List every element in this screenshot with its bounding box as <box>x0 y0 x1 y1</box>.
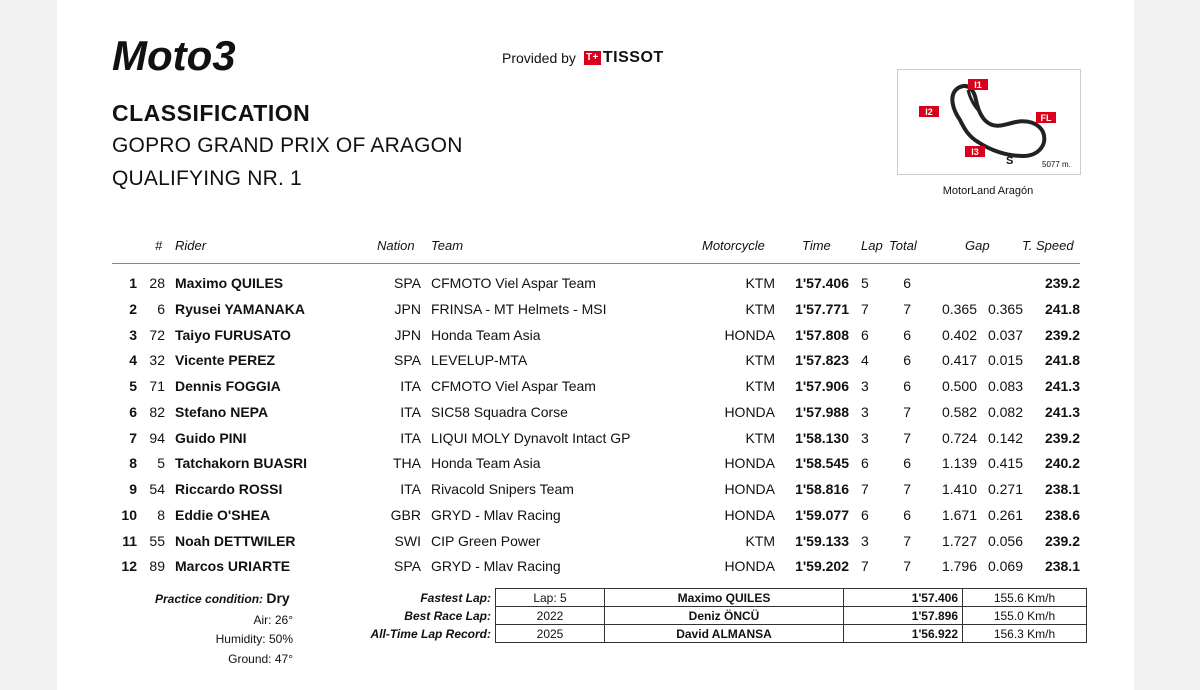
total-laps: 7 <box>903 300 911 317</box>
col-motorcycle: Motorcycle <box>702 238 765 253</box>
team: LIQUI MOLY Dynavolt Intact GP <box>431 429 631 446</box>
svg-text:Moto3: Moto3 <box>112 34 236 78</box>
event-name: GOPRO GRAND PRIX OF ARAGON <box>112 134 463 157</box>
table-row <box>57 324 1134 350</box>
gap-previous: 0.069 <box>987 558 1023 575</box>
position: 5 <box>129 378 137 394</box>
motorcycle: KTM <box>745 300 775 317</box>
record-label: Best Race Lap: <box>404 608 491 623</box>
position: 1 <box>129 275 137 291</box>
position: 2 <box>129 300 137 317</box>
motorcycle: KTM <box>745 429 775 446</box>
record-speed: 156.3 Km/h <box>963 625 1087 643</box>
gap-previous: 0.082 <box>987 403 1023 420</box>
best-lap: 7 <box>861 558 869 575</box>
team: Honda Team Asia <box>431 455 541 472</box>
position: 9 <box>129 481 137 497</box>
lap-time: 1'57.771 <box>795 300 849 317</box>
best-lap: 4 <box>861 352 869 369</box>
col-speed: T. Speed <box>1022 238 1074 253</box>
position: 8 <box>129 455 137 472</box>
team: GRYD - Mlav Racing <box>431 506 561 523</box>
top-speed: 239.2 <box>1044 326 1080 343</box>
rider-name: Tatchakorn BUASRI <box>175 455 307 472</box>
table-row <box>57 427 1134 453</box>
record-ref: 2025 <box>496 625 605 643</box>
position: 10 <box>121 506 137 523</box>
rider-name: Riccardo ROSSI <box>175 481 283 497</box>
gap-previous: 0.015 <box>987 352 1023 369</box>
position: 11 <box>122 532 137 549</box>
rider-number: 8 <box>157 506 165 523</box>
lap-time: 1'57.406 <box>795 275 849 291</box>
record-row <box>357 589 1087 607</box>
rider-number: 6 <box>157 300 165 317</box>
motorcycle: HONDA <box>724 481 775 497</box>
motorcycle: HONDA <box>724 455 775 472</box>
track-name: MotorLand Aragón <box>942 185 1034 197</box>
total-laps: 6 <box>903 378 911 394</box>
lap-time: 1'57.988 <box>795 403 849 420</box>
total-laps: 6 <box>903 352 911 369</box>
lap-time: 1'57.906 <box>795 378 849 394</box>
total-laps: 7 <box>903 532 911 549</box>
gap-previous: 0.037 <box>987 326 1023 343</box>
table-header <box>57 238 1134 258</box>
record-row <box>357 607 1087 625</box>
rider-number: 71 <box>149 378 165 394</box>
position: 12 <box>121 558 137 575</box>
rider-number: 55 <box>149 532 165 549</box>
lap-time: 1'59.077 <box>795 506 849 523</box>
record-time: 1'56.922 <box>844 625 963 643</box>
nation: SWI <box>394 532 421 549</box>
rider-number: 5 <box>157 455 165 472</box>
table-row <box>57 530 1134 556</box>
gap-first: 0.582 <box>941 403 977 420</box>
position: 7 <box>129 429 137 446</box>
lap-time: 1'57.808 <box>795 326 849 343</box>
rider-name: Ryusei YAMANAKA <box>175 300 305 317</box>
motorcycle: KTM <box>745 352 775 369</box>
nation: SPA <box>394 275 421 291</box>
rider-number: 94 <box>149 429 165 446</box>
team: CFMOTO Viel Aspar Team <box>431 378 596 394</box>
nation: ITA <box>400 403 421 420</box>
record-ref: 2022 <box>496 607 605 625</box>
practice-condition-label: Practice condition: <box>155 592 264 606</box>
lap-time: 1'58.130 <box>795 429 849 446</box>
nation: SPA <box>394 558 421 575</box>
team: Rivacold Snipers Team <box>431 481 574 497</box>
record-row <box>357 625 1087 643</box>
top-speed: 241.8 <box>1044 352 1080 369</box>
rider-number: 89 <box>149 558 165 575</box>
best-lap: 7 <box>861 300 869 317</box>
top-speed: 241.3 <box>1044 378 1080 394</box>
position: 6 <box>129 403 137 420</box>
practice-condition <box>155 590 290 606</box>
session-name: QUALIFYING NR. 1 <box>112 167 302 190</box>
motorcycle: HONDA <box>724 506 775 523</box>
sponsor-name: TISSOT <box>602 49 664 66</box>
practice-condition-value: Dry <box>266 590 290 606</box>
nation: JPN <box>394 300 421 317</box>
gap-first: 0.365 <box>941 300 977 317</box>
top-speed: 238.6 <box>1044 506 1080 523</box>
rider-name: Marcos URIARTE <box>175 558 291 575</box>
record-time: 1'57.896 <box>844 607 963 625</box>
col-time: Time <box>802 238 831 253</box>
gap-first: 0.417 <box>941 352 977 369</box>
table-row <box>57 375 1134 401</box>
top-speed: 241.8 <box>1044 300 1080 317</box>
position: 4 <box>129 352 137 369</box>
table-row <box>57 478 1134 504</box>
total-laps: 6 <box>903 326 911 343</box>
col-total: Total <box>889 238 917 253</box>
best-lap: 6 <box>861 326 869 343</box>
gap-first: 0.500 <box>941 378 977 394</box>
lap-records <box>357 588 1087 643</box>
gap-previous: 0.142 <box>987 429 1023 446</box>
motorcycle: KTM <box>745 275 775 291</box>
total-laps: 7 <box>903 429 911 446</box>
nation: GBR <box>390 506 421 523</box>
col-num: # <box>155 238 163 253</box>
best-lap: 3 <box>861 429 869 446</box>
rider-name: Maximo QUILES <box>175 275 284 291</box>
air-temp: Air: 26° <box>253 613 293 627</box>
gap-previous: 0.261 <box>987 506 1023 523</box>
humidity: Humidity: 50% <box>215 632 293 646</box>
rider-number: 28 <box>149 275 165 291</box>
nation: ITA <box>400 481 421 497</box>
top-speed: 239.2 <box>1044 275 1080 291</box>
top-speed: 239.2 <box>1044 429 1080 446</box>
gap-first: 1.727 <box>941 532 977 549</box>
team: LEVELUP-MTA <box>431 352 528 369</box>
rider-number: 72 <box>149 326 165 343</box>
col-nation: Nation <box>377 238 415 253</box>
record-label: Fastest Lap: <box>420 590 491 605</box>
top-speed: 241.3 <box>1044 403 1080 420</box>
rider-number: 54 <box>149 481 165 497</box>
record-ref: Lap: 5 <box>496 589 605 607</box>
rider-name: Taiyo FURUSATO <box>175 326 291 343</box>
moto3-logo <box>112 34 312 78</box>
team: Honda Team Asia <box>431 326 541 343</box>
gap-previous: 0.271 <box>987 481 1023 497</box>
page-title: CLASSIFICATION <box>112 100 311 126</box>
rider-name: Noah DETTWILER <box>175 532 296 549</box>
svg-text:I3: I3 <box>971 147 979 157</box>
motorcycle: KTM <box>745 532 775 549</box>
team: GRYD - Mlav Racing <box>431 558 561 575</box>
rider-name: Stefano NEPA <box>175 403 269 420</box>
rider-name: Dennis FOGGIA <box>175 378 281 394</box>
gap-first: 0.724 <box>941 429 977 446</box>
gap-first: 0.402 <box>941 326 977 343</box>
rider-number: 32 <box>149 352 165 369</box>
position: 3 <box>129 326 137 343</box>
gap-previous: 0.365 <box>987 300 1023 317</box>
nation: SPA <box>394 352 421 369</box>
results-page <box>57 0 1134 690</box>
provided-by-label: Provided by <box>502 50 576 66</box>
motorcycle: KTM <box>745 378 775 394</box>
top-speed: 238.1 <box>1044 481 1080 497</box>
record-time: 1'57.406 <box>844 589 963 607</box>
col-lap: Lap <box>861 238 883 253</box>
best-lap: 3 <box>861 378 869 394</box>
gap-previous: 0.083 <box>987 378 1023 394</box>
total-laps: 7 <box>903 481 911 497</box>
table-row <box>57 272 1134 298</box>
gap-previous: 0.415 <box>987 455 1023 472</box>
team: CIP Green Power <box>431 532 541 549</box>
record-rider: Deniz ÖNCÜ <box>605 607 844 625</box>
best-lap: 6 <box>861 455 869 472</box>
motorcycle: HONDA <box>724 403 775 420</box>
record-label: All-Time Lap Record: <box>370 626 491 641</box>
rider-name: Guido PINI <box>175 429 247 446</box>
table-row <box>57 504 1134 530</box>
lap-time: 1'57.823 <box>795 352 849 369</box>
provided-by <box>502 49 664 67</box>
lap-time: 1'59.202 <box>795 558 849 575</box>
top-speed: 239.2 <box>1044 532 1080 549</box>
col-gap: Gap <box>965 238 990 253</box>
gap-first: 1.410 <box>941 481 977 497</box>
tissot-cross-icon: T+ <box>585 52 599 63</box>
total-laps: 6 <box>903 506 911 523</box>
lap-time: 1'58.816 <box>795 481 849 497</box>
rider-name: Eddie O'SHEA <box>175 506 271 523</box>
gap-first: 1.139 <box>941 455 977 472</box>
col-team: Team <box>431 238 464 253</box>
motorcycle: HONDA <box>724 558 775 575</box>
best-lap: 3 <box>861 532 869 549</box>
record-speed: 155.0 Km/h <box>963 607 1087 625</box>
nation: THA <box>393 455 421 472</box>
nation: ITA <box>400 378 421 394</box>
total-laps: 6 <box>903 275 911 291</box>
col-rider: Rider <box>175 238 207 253</box>
gap-first: 1.671 <box>941 506 977 523</box>
track-length: 5077 m. <box>1042 160 1071 169</box>
nation: ITA <box>400 429 421 446</box>
svg-text:I1: I1 <box>974 80 982 90</box>
table-row <box>57 555 1134 581</box>
svg-text:S: S <box>1006 155 1014 167</box>
rider-name: Vicente PEREZ <box>175 352 276 369</box>
table-row <box>57 349 1134 375</box>
motorcycle: HONDA <box>724 326 775 343</box>
track-outline-icon <box>898 70 1080 174</box>
record-rider: Maximo QUILES <box>605 589 844 607</box>
tissot-logo <box>584 49 664 67</box>
record-speed: 155.6 Km/h <box>963 589 1087 607</box>
lap-time: 1'58.545 <box>795 455 849 472</box>
table-row <box>57 298 1134 324</box>
record-rider: David ALMANSA <box>605 625 844 643</box>
total-laps: 7 <box>903 403 911 420</box>
best-lap: 6 <box>861 506 869 523</box>
team: CFMOTO Viel Aspar Team <box>431 275 596 291</box>
team: FRINSA - MT Helmets - MSI <box>431 300 607 317</box>
header-divider <box>112 263 1080 264</box>
nation: JPN <box>394 326 421 343</box>
rider-number: 82 <box>149 403 165 420</box>
svg-text:FL: FL <box>1040 113 1052 123</box>
best-lap: 5 <box>861 275 869 291</box>
top-speed: 238.1 <box>1044 558 1080 575</box>
total-laps: 6 <box>903 455 911 472</box>
gap-first: 1.796 <box>941 558 977 575</box>
gap-previous: 0.056 <box>987 532 1023 549</box>
table-row <box>57 401 1134 427</box>
svg-text:I2: I2 <box>925 107 933 117</box>
results-table <box>57 272 1134 581</box>
best-lap: 3 <box>861 403 869 420</box>
top-speed: 240.2 <box>1044 455 1080 472</box>
total-laps: 7 <box>903 558 911 575</box>
lap-time: 1'59.133 <box>795 532 849 549</box>
ground-temp: Ground: 47° <box>228 652 293 666</box>
best-lap: 7 <box>861 481 869 497</box>
table-row <box>57 452 1134 478</box>
track-map <box>897 69 1081 175</box>
team: SIC58 Squadra Corse <box>431 403 568 420</box>
